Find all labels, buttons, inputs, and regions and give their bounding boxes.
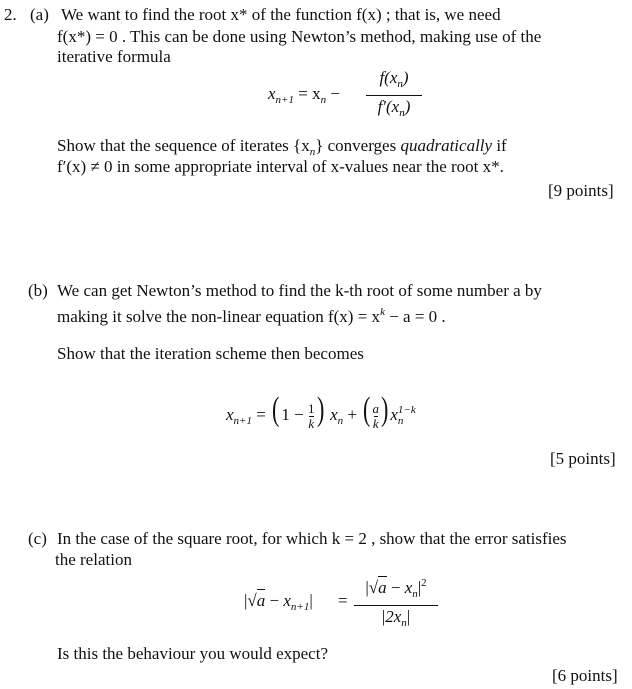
kth-formula-frac-a-over-k: $\frac{a}{k}$ xyxy=(372,400,380,431)
left-paren: ( xyxy=(363,391,371,428)
part-a-line-5: f′(x) ≠ 0 in some appropriate interval of x-values near the root x*. xyxy=(57,157,504,176)
part-b-line-3: Show that the iteration scheme then becomes xyxy=(57,344,364,363)
problem-number: 2. xyxy=(4,5,17,24)
part-b-line-1: We can get Newton’s method to find the k-th root of some number a by xyxy=(57,281,542,300)
error-formula-numerator: $|√a - x_n|^2$ xyxy=(365,577,427,600)
kth-formula-one-minus: 1 − xyxy=(281,405,304,424)
newton-formula-numerator: $f(x_n)$ xyxy=(379,68,409,90)
part-a-line-4: Show that the sequence of iterates $\{x_n\}$ converges quadratically if xyxy=(57,136,507,158)
part-c-question: Is this the behaviour you would expect? xyxy=(57,644,328,663)
error-formula-lhs: $|√a - x_{n+1}|$ xyxy=(244,591,313,613)
part-a-points: [9 points] xyxy=(548,181,614,200)
kth-formula-lhs: x xyxy=(226,405,234,424)
part-c-label: (c) xyxy=(28,529,47,548)
newton-formula-lhs-sub: n+1 xyxy=(275,94,294,106)
part-a-line-2: f(x*) = 0 . This can be done using Newton’s method, making use of the xyxy=(57,27,542,46)
part-c-line-2: the relation xyxy=(55,550,132,569)
kth-formula-xn: x xyxy=(330,405,338,424)
newton-formula-mid: = x xyxy=(298,84,321,103)
kth-root-formula: $x_{n+1}$ = ( $1 - \frac{1}{k}$) $x_n$ + ( $\frac{a}{k}$) x 1−k n xyxy=(226,391,416,431)
newton-formula-fraction xyxy=(366,68,422,123)
part-c-line-1: In the case of the square root, for which k = 2 , show that the error satisfies xyxy=(57,529,567,548)
error-formula-eq: = xyxy=(338,591,348,610)
kth-formula-x-power: x xyxy=(390,405,398,424)
part-b-label: (b) xyxy=(28,281,48,300)
newton-formula-minus: − xyxy=(330,84,340,103)
newton-formula-lhs: x xyxy=(268,84,276,103)
right-paren: ) xyxy=(381,391,389,428)
left-paren: ( xyxy=(272,391,280,428)
fraction-bar xyxy=(354,605,438,606)
newton-formula xyxy=(268,84,340,110)
error-formula-fraction xyxy=(354,573,438,633)
error-formula-denominator: $|2x_n|$ xyxy=(381,607,411,629)
part-b-points: [5 points] xyxy=(550,449,616,468)
emphasis-quadratically: quadratically xyxy=(400,136,493,155)
part-a-label: (a) xyxy=(30,5,49,24)
newton-formula-denominator: $f'(x_n)$ xyxy=(377,97,411,119)
fraction-bar xyxy=(366,95,422,96)
part-b-line-2: making it solve the non-linear equation $f(x) = x^k - a = 0$ . xyxy=(57,306,446,326)
right-paren: ) xyxy=(316,391,324,428)
part-a-line-1: We want to find the root x* of the function f(x) ; that is, we need xyxy=(61,5,501,24)
kth-formula-frac-1-over-k: $\frac{1}{k}$ xyxy=(308,400,315,431)
part-a-line-3: iterative formula xyxy=(57,47,171,66)
sqrt-symbol: √ xyxy=(247,591,257,610)
part-c-points: [6 points] xyxy=(552,666,618,685)
newton-formula-mid-sub: n xyxy=(320,94,327,106)
